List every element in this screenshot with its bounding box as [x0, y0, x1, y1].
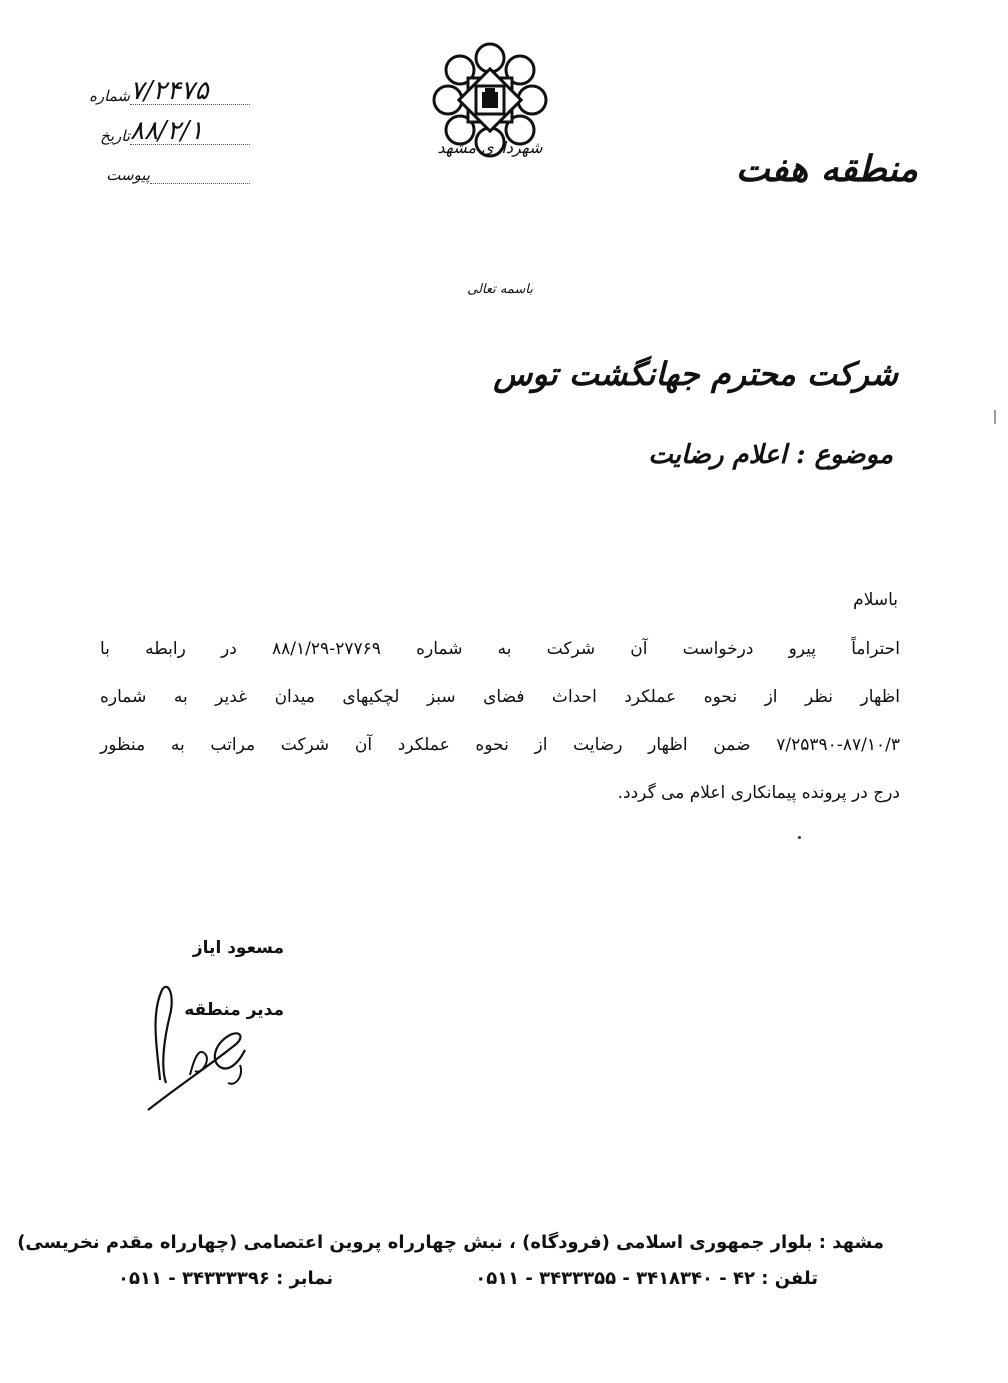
- number-row: [85, 78, 250, 105]
- date-value: ۸۸/۲/۱: [130, 118, 250, 145]
- footer-contacts: [118, 1268, 818, 1289]
- number-label: شماره: [89, 87, 130, 105]
- body-line: درج در پرونده پیمانکاری اعلام می گردد.: [617, 783, 900, 803]
- letter-body: [100, 625, 900, 817]
- signer-title: مدیر منطقه: [184, 1000, 284, 1020]
- municipality-logo-icon: [430, 40, 550, 180]
- body-line: احتراماً پیرو درخواست آن شرکت به شماره ۲۷۷۶۹-۸۸/۱/۲۹ در رابطه با: [100, 639, 900, 659]
- region-label: منطقه هفت: [735, 148, 918, 190]
- footer-address: مشهد : بلوار جمهوری اسلامی (فرودگاه) ، نبش چهارراه پروین اعتصامی (چهارراه مقدم نخریسی): [17, 1232, 884, 1253]
- attachment-label: پیوست: [106, 166, 150, 184]
- stray-dot: [798, 836, 801, 839]
- recipient: شرکت محترم جهانگشت توس: [493, 355, 898, 393]
- attachment-row: [102, 166, 250, 184]
- attachment-value: [150, 183, 250, 184]
- greeting: باسلام: [853, 590, 898, 610]
- scan-edge-mark: [994, 410, 996, 424]
- handwritten-signature-icon: [140, 975, 260, 1115]
- number-value: ۷/۲۴۷۵: [130, 78, 250, 105]
- subject: موضوع : اعلام رضایت: [648, 440, 893, 470]
- body-line: اظهار نظر از نحوه عملکرد احداث فضای سبز لچکیهای میدان غدیر به شماره: [100, 687, 900, 707]
- footer-phone: تلفن : ۴۲ - ۳۴۱۸۳۴۰ - ۳۴۳۳۳۵۵ - ۰۵۱۱: [475, 1268, 818, 1289]
- logo-caption: شهرداری مشهد: [437, 138, 543, 157]
- signer-name: مسعود ایاز: [192, 938, 284, 958]
- bismillah: باسمه تعالی: [467, 282, 533, 297]
- date-row: [96, 118, 250, 145]
- letter-meta: [70, 78, 250, 198]
- body-line: ۷/۲۵۳۹۰-۸۷/۱۰/۳ ضمن اظهار رضایت از نحوه عملکرد آن شرکت مراتب به منظور: [100, 735, 900, 755]
- date-label: تاریخ: [100, 127, 130, 145]
- footer-fax: نمابر : ۳۴۳۳۳۳۹۶ - ۰۵۱۱: [118, 1268, 334, 1289]
